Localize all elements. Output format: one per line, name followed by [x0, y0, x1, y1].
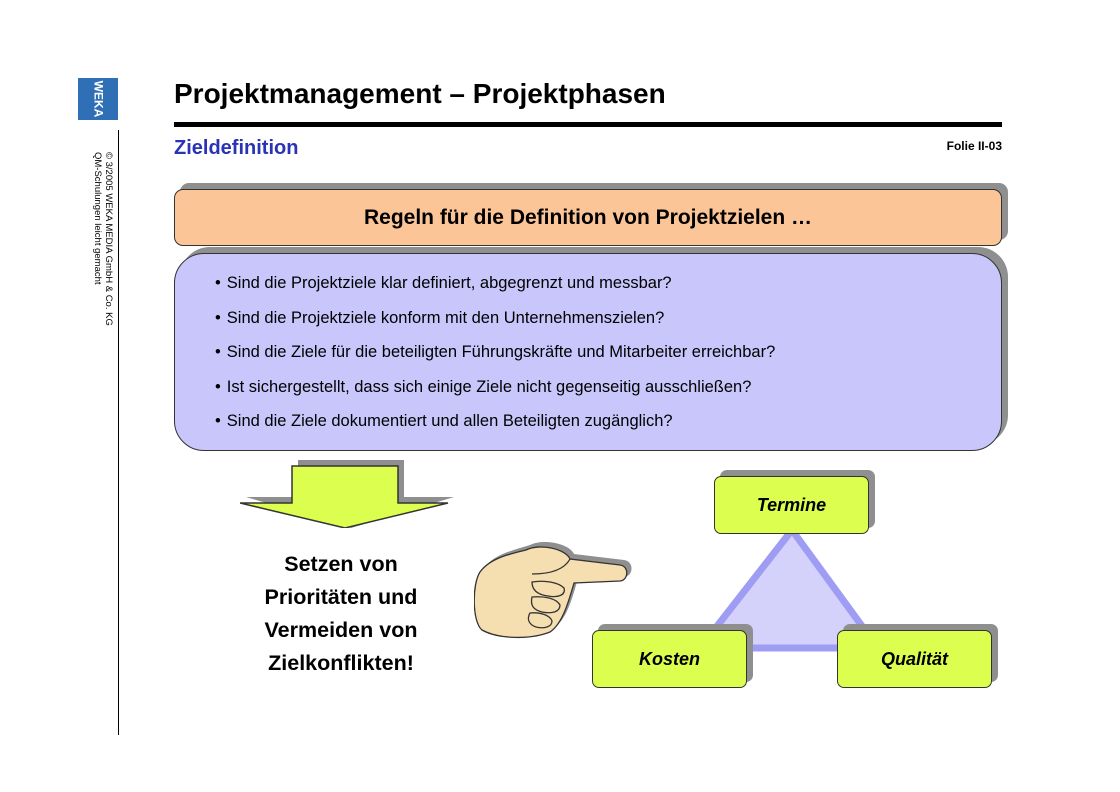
rule-item: • Ist sichergestellt, dass sich einige Ziele nicht gegenseitig ausschließen? [215, 378, 981, 413]
tag-qualitaet [837, 630, 992, 688]
tag-qualitaet-label: Qualität [880, 648, 948, 669]
copyright-line-1: © 3/2005 WEKA MEDIA GmbH & Co. KG [103, 152, 114, 326]
rules-heading-box [174, 189, 1002, 246]
rule-item: • Sind die Projektziele klar definiert, abgegrenzt und messbar? [215, 274, 981, 309]
rules-list-box [174, 253, 1002, 451]
conclusion-line: Zielkonflikten! [268, 651, 414, 675]
down-arrow-icon [240, 460, 454, 528]
conclusion-text [228, 548, 454, 680]
slide-number: Folie II-03 [946, 139, 1002, 153]
rule-item: • Sind die Ziele für die beteiligten Führungskräfte und Mitarbeiter erreichbar? [215, 343, 981, 378]
title-underline [174, 122, 1002, 127]
conclusion-line: Prioritäten und [264, 585, 418, 609]
rules-list [215, 274, 981, 447]
logo-text: WEKA [90, 80, 105, 118]
conclusion-line: Setzen von [284, 552, 398, 576]
rule-item: • Sind die Ziele dokumentiert und allen Beteiligten zugänglich? [215, 412, 981, 447]
weka-logo [78, 78, 118, 120]
tag-termine-label: Termine [756, 494, 827, 515]
tag-kosten-label: Kosten [638, 648, 700, 669]
page-title: Projektmanagement – Projektphasen [174, 78, 666, 109]
copyright-line-2: QM-Schulungen leicht gemacht [92, 152, 103, 285]
tag-termine [714, 476, 869, 534]
rules-heading: Regeln für die Definition von Projektzielen … [363, 205, 813, 229]
conclusion-line: Vermeiden von [264, 618, 418, 642]
page-subtitle: Zieldefinition [174, 137, 299, 159]
rule-item: • Sind die Projektziele konform mit den Unternehmenszielen? [215, 309, 981, 344]
tag-kosten [592, 630, 747, 688]
sidebar-divider [118, 130, 119, 735]
